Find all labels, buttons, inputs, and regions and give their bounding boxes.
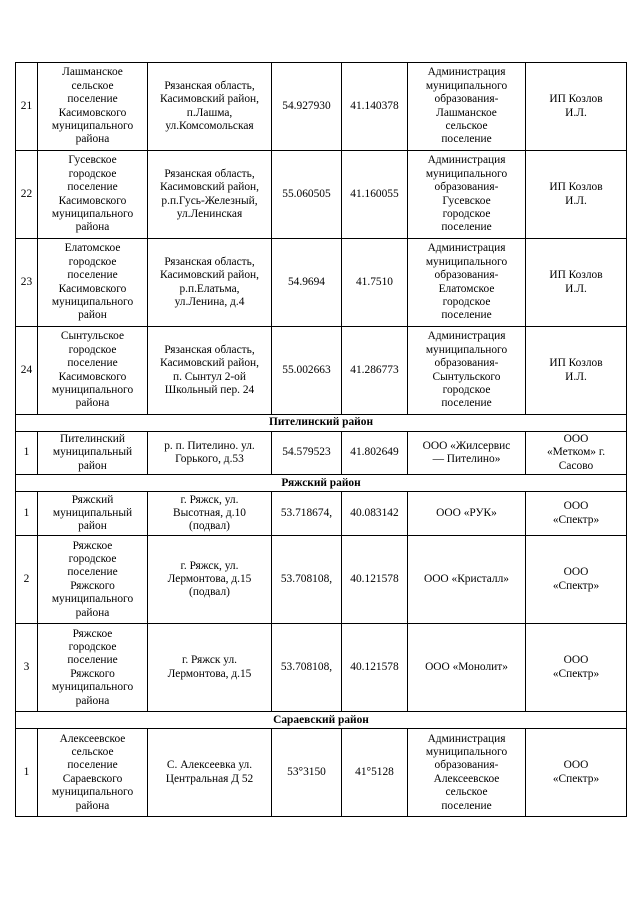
latitude: 53.708108, bbox=[272, 624, 342, 712]
address: р. п. Пителино. ул. Горького, д.53 bbox=[148, 432, 272, 475]
longitude: 41.7510 bbox=[342, 239, 408, 327]
address: С. Алексеевка ул. Центральная Д 52 bbox=[148, 729, 272, 817]
owner-organization: ООО «Жилсервис — Пителино» bbox=[408, 432, 526, 475]
table-row bbox=[16, 729, 627, 817]
latitude: 53°3150 bbox=[272, 729, 342, 817]
longitude: 40.083142 bbox=[342, 492, 408, 536]
row-number: 22 bbox=[16, 151, 38, 239]
operator-organization: ООО «Спектр» bbox=[526, 624, 627, 712]
row-number: 2 bbox=[16, 536, 38, 624]
settlement-name: Елатомское городское поселение Касимовского муниципального район bbox=[38, 239, 148, 327]
district-title: Сараевский район bbox=[16, 712, 627, 729]
district-title: Ряжский район bbox=[16, 475, 627, 492]
latitude: 54.579523 bbox=[272, 432, 342, 475]
owner-organization: Администрация муниципального образования- Гусевское городское поселение bbox=[408, 151, 526, 239]
owner-organization: Администрация муниципального образования- Сынтульского городское поселение bbox=[408, 327, 526, 415]
row-number: 1 bbox=[16, 432, 38, 475]
table-row bbox=[16, 151, 627, 239]
address: Рязанская область, Касимовский район, п.Лашма, ул.Комсомольская bbox=[148, 63, 272, 151]
district-header-row bbox=[16, 712, 627, 729]
settlement-name: Ряжское городское поселение Ряжского муниципального района bbox=[38, 536, 148, 624]
settlement-name: Гусевское городское поселение Касимовского муниципального района bbox=[38, 151, 148, 239]
operator-organization: ИП Козлов И.Л. bbox=[526, 239, 627, 327]
settlement-name: Ряжское городское поселение Ряжского муниципального района bbox=[38, 624, 148, 712]
address: г. Ряжск ул. Лермонтова, д.15 bbox=[148, 624, 272, 712]
latitude: 54.9694 bbox=[272, 239, 342, 327]
settlement-name: Сынтульское городское поселение Касимовского муниципального района bbox=[38, 327, 148, 415]
row-number: 24 bbox=[16, 327, 38, 415]
table-row bbox=[16, 536, 627, 624]
latitude: 54.927930 bbox=[272, 63, 342, 151]
table-row bbox=[16, 63, 627, 151]
longitude: 41.802649 bbox=[342, 432, 408, 475]
antenna-registry-table bbox=[15, 62, 627, 817]
address: Рязанская область, Касимовский район, р.п.Елатьма, ул.Ленина, д.4 bbox=[148, 239, 272, 327]
owner-organization: Администрация муниципального образования- Елатомское городское поселение bbox=[408, 239, 526, 327]
row-number: 3 bbox=[16, 624, 38, 712]
row-number: 21 bbox=[16, 63, 38, 151]
longitude: 41°5128 bbox=[342, 729, 408, 817]
settlement-name: Пителинский муниципальный район bbox=[38, 432, 148, 475]
owner-organization: ООО «Монолит» bbox=[408, 624, 526, 712]
latitude: 53.718674, bbox=[272, 492, 342, 536]
district-header-row bbox=[16, 475, 627, 492]
address: Рязанская область, Касимовский район, р.п.Гусь-Железный, ул.Ленинская bbox=[148, 151, 272, 239]
row-number: 23 bbox=[16, 239, 38, 327]
row-number: 1 bbox=[16, 492, 38, 536]
owner-organization: ООО «Кристалл» bbox=[408, 536, 526, 624]
operator-organization: ИП Козлов И.Л. bbox=[526, 63, 627, 151]
table-row bbox=[16, 327, 627, 415]
longitude: 41.160055 bbox=[342, 151, 408, 239]
operator-organization: ИП Козлов И.Л. bbox=[526, 327, 627, 415]
latitude: 53.708108, bbox=[272, 536, 342, 624]
row-number: 1 bbox=[16, 729, 38, 817]
operator-organization: ООО «Спектр» bbox=[526, 492, 627, 536]
longitude: 41.286773 bbox=[342, 327, 408, 415]
address: Рязанская область, Касимовский район, п. Сынтул 2-ой Школьный пер. 24 bbox=[148, 327, 272, 415]
table-row bbox=[16, 492, 627, 536]
address: г. Ряжск, ул. Высотная, д.10 (подвал) bbox=[148, 492, 272, 536]
operator-organization: ООО «Спектр» bbox=[526, 536, 627, 624]
table-row bbox=[16, 432, 627, 475]
settlement-name: Ряжский муниципальный район bbox=[38, 492, 148, 536]
latitude: 55.002663 bbox=[272, 327, 342, 415]
owner-organization: Администрация муниципального образования- Алексеевское сельское поселение bbox=[408, 729, 526, 817]
operator-organization: ООО «Метком» г. Сасово bbox=[526, 432, 627, 475]
address: г. Ряжск, ул. Лермонтова, д.15 (подвал) bbox=[148, 536, 272, 624]
district-header-row bbox=[16, 415, 627, 432]
settlement-name: Лашманское сельское поселение Касимовского муниципального района bbox=[38, 63, 148, 151]
latitude: 55.060505 bbox=[272, 151, 342, 239]
settlement-name: Алексеевское сельское поселение Сараевского муниципального района bbox=[38, 729, 148, 817]
longitude: 40.121578 bbox=[342, 624, 408, 712]
owner-organization: Администрация муниципального образования- Лашманское сельское поселение bbox=[408, 63, 526, 151]
table-row bbox=[16, 624, 627, 712]
longitude: 41.140378 bbox=[342, 63, 408, 151]
operator-organization: ООО «Спектр» bbox=[526, 729, 627, 817]
district-title: Пителинский район bbox=[16, 415, 627, 432]
document-page bbox=[15, 62, 627, 817]
table-row bbox=[16, 239, 627, 327]
operator-organization: ИП Козлов И.Л. bbox=[526, 151, 627, 239]
longitude: 40.121578 bbox=[342, 536, 408, 624]
owner-organization: ООО «РУК» bbox=[408, 492, 526, 536]
